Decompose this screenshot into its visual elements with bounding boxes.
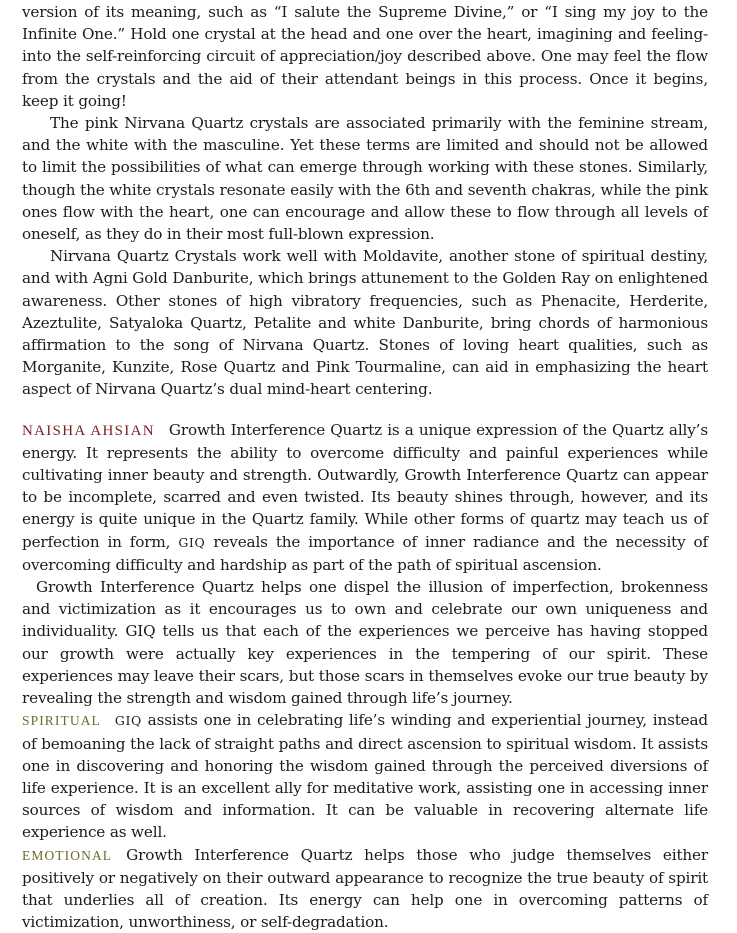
emotional-label: EMOTIONAL: [22, 847, 113, 863]
giq-abbreviation-spiritual: GIQ: [114, 713, 142, 729]
paragraph-nirvana-practice: version of its meaning, such as “I salute the Supreme Divine,” or “I sing my joy to the Infinite One.” Hold one crystal at the head and one over the heart, imagining and feeling-into the self-reinforcing circuit of appreciation/joy described above. One may feel the flow from the crystals and the aid of their attendant beings in this process. Once it begins, keep it going!: [22, 3, 708, 110]
spiritual-text: assists one in celebrating life’s winding and experiential journey, instead of bemoaning the lack of straight paths and direct ascension to spiritual wisdom. It assists one in discovering and honoring the wisdom gained through the perceived diversions of life experience. It is an excellent ally for meditative work, assisting one in accessing inner sources of wisdom and information. It can be valuable in recovering alternate life experience as well.: [22, 711, 708, 842]
paragraph-nirvana-pink-white: The pink Nirvana Quartz crystals are associated primarily with the feminine stream, and the white with the masculine. Yet these terms are limited and should not be allowed to limit the possibilities of what can emerge through working with these stones. Similarly, though the white crystals resonate easily with the 6th and seventh chakras, while the pink ones flow with the heart, one can encourage and allow these to flow through all levels of oneself, as they do in their most full-blown expression.: [22, 114, 708, 244]
giq-abbreviation: GIQ: [178, 534, 206, 550]
emotional-text: Growth Interference Quartz helps those who judge themselves either positively or negatively on their outward appearance to recognize the true beauty of spirit that underlies all of creation. Its energy can help one in overcoming patterns of victimization, unworthiness, or self-degradation.: [22, 845, 708, 932]
naisha-text-b: reveals the importance of inner radiance and the necessity of overcoming difficulty and hardship as part of the path of spiritual ascension.: [22, 532, 709, 574]
paragraph-emotional: [22, 844, 708, 933]
spiritual-label: SPIRITUAL: [22, 713, 101, 729]
paragraph-naisha-ahsian: [22, 419, 708, 576]
paragraph-spiritual: [22, 709, 708, 843]
page-body: [22, 0, 708, 933]
paragraph-giq-dispel: Growth Interference Quartz helps one dispel the illusion of imperfection, brokenness and victimization as it encourages us to own and celebrate our own uniqueness and individuality. GIQ tells us that each of the experiences we perceive has having stopped our growth were actually key experiences in the tempering of our spirit. These experiences may leave their scars, but those scars in themselves evoke our true beauty by revealing the strength and wisdom gained through life’s journey.: [22, 578, 708, 708]
paragraph-nirvana-combinations: Nirvana Quartz Crystals work well with Moldavite, another stone of spiritual destiny, and with Agni Gold Danburite, which brings attunement to the Golden Ray on enlightened awareness. Other stones of high vibratory frequencies, such as Phenacite, Herderite, Azeztulite, Satyaloka Quartz, Petalite and white Danburite, bring chords of harmonious affirmation to the song of Nirvana Quartz. Stones of loving heart qualities, such as Morganite, Kunzite, Rose Quartz and Pink Tourmaline, can aid in emphasizing the heart aspect of Nirvana Quartz’s dual mind-heart centering.: [22, 247, 708, 399]
author-label: NAISHA AHSIAN: [22, 422, 155, 439]
naisha-text-a: Growth Interference Quartz is a unique expression of the Quartz ally’s energy. It represents the ability to overcome difficulty and painful experiences while cultivating inner beauty and strength. Outwardly, Growth Interference Quartz can appear to be incomplete, scarred and even twisted. Its beauty shines through, however, and its energy is quite unique in the Quartz family. While other forms of quartz may teach us of perfection in form,: [22, 420, 708, 551]
